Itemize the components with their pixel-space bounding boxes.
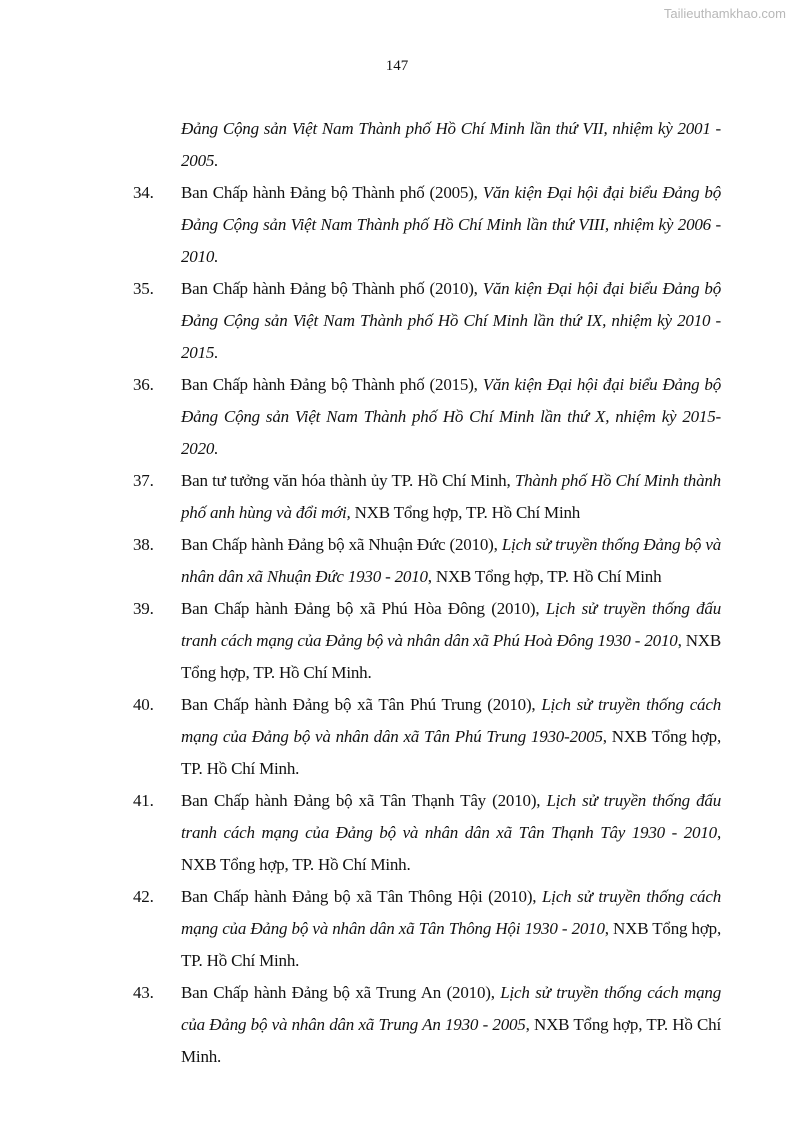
reference-number: 34. bbox=[133, 183, 154, 202]
reference-author: Ban Chấp hành Đảng bộ xã Tân Thạnh Tây (2010), bbox=[181, 791, 547, 810]
reference-number: 41. bbox=[133, 791, 154, 810]
reference-author: Ban Chấp hành Đảng bộ xã Nhuận Đức (2010), bbox=[181, 535, 502, 554]
reference-author: Ban Chấp hành Đảng bộ xã Tân Thông Hội (2010), bbox=[181, 887, 543, 906]
watermark-text: Tailieuthamkhao.com bbox=[663, 6, 786, 21]
reference-title: Lịch sử truyền thống Đảng bộ và nhân dân xã Nhuận Đức 1930 - 2010 bbox=[181, 535, 721, 586]
reference-text bbox=[181, 177, 721, 273]
reference-publisher: , NXB Tổng hợp, TP. Hồ Chí Minh. bbox=[181, 727, 721, 778]
reference-title: Đảng Cộng sản Việt Nam Thành phố Hồ Chí Minh lần thứ VII, nhiệm kỳ 2001 - 2005. bbox=[181, 119, 721, 170]
reference-item bbox=[0, 113, 794, 177]
reference-item bbox=[0, 369, 794, 465]
reference-author: Ban Chấp hành Đảng bộ Thành phố (2015), bbox=[181, 375, 483, 394]
reference-author: Ban Chấp hành Đảng bộ xã Tân Phú Trung (2010), bbox=[181, 695, 542, 714]
reference-item bbox=[0, 177, 794, 273]
reference-text bbox=[181, 273, 721, 369]
reference-text bbox=[181, 529, 721, 593]
reference-item bbox=[0, 785, 794, 881]
reference-author: Ban Chấp hành Đảng bộ Thành phố (2010), bbox=[181, 279, 483, 298]
reference-text bbox=[181, 113, 721, 177]
reference-text bbox=[181, 369, 721, 465]
reference-item bbox=[0, 529, 794, 593]
reference-number: 43. bbox=[133, 983, 154, 1002]
reference-title: Lịch sử truyền thống đấu tranh cách mạng của Đảng bộ và nhân dân xã Phú Hoà Đông 1930 - 2010 bbox=[181, 599, 722, 650]
reference-title: Văn kiện Đại hội đại biểu Đảng bộ Đảng Cộng sản Việt Nam Thành phố Hồ Chí Minh lần thứ X, nhiệm kỳ 2015- 2020. bbox=[181, 375, 721, 458]
reference-item bbox=[0, 273, 794, 369]
reference-text bbox=[181, 465, 721, 529]
reference-item bbox=[0, 593, 794, 689]
reference-number: 37. bbox=[133, 471, 154, 490]
reference-publisher: , NXB Tổng hợp, TP. Hồ Chí Minh. bbox=[181, 631, 721, 682]
reference-title: Lịch sử truyền thống cách mạng của Đảng bộ và nhân dân xã Tân Thông Hội 1930 - 2010 bbox=[181, 887, 721, 938]
reference-title: Lịch sử truyền thống cách mạng của Đảng bộ và nhân dân xã Tân Phú Trung 1930-2005 bbox=[181, 695, 722, 746]
reference-number: 42. bbox=[133, 887, 154, 906]
reference-list bbox=[0, 113, 794, 1073]
reference-item bbox=[0, 881, 794, 977]
reference-text bbox=[181, 881, 721, 977]
page-number: 147 bbox=[385, 58, 409, 74]
reference-publisher: , NXB Tổng hợp, TP. Hồ Chí Minh. bbox=[181, 1015, 721, 1066]
reference-number: 40. bbox=[133, 695, 154, 714]
reference-text bbox=[181, 785, 721, 881]
reference-publisher: NXB Tổng hợp, TP. Hồ Chí Minh bbox=[350, 503, 581, 522]
reference-title: Lịch sử truyền thống đấu tranh cách mạng của Đảng bộ và nhân dân xã Tân Thạnh Tây 1930 - 2010 bbox=[181, 791, 721, 842]
reference-author: Ban Chấp hành Đảng bộ Thành phố (2005), bbox=[181, 183, 483, 202]
reference-text bbox=[181, 977, 721, 1073]
reference-publisher: , NXB Tổng hợp, TP. Hồ Chí Minh. bbox=[181, 919, 721, 970]
reference-number: 36. bbox=[133, 375, 154, 394]
reference-publisher: , NXB Tổng hợp, TP. Hồ Chí Minh bbox=[427, 567, 662, 586]
reference-title: Thành phố Hồ Chí Minh thành phố anh hùng và đổi mới, bbox=[181, 471, 721, 522]
reference-item bbox=[0, 689, 794, 785]
reference-author: Ban Chấp hành Đảng bộ xã Phú Hòa Đông (2010), bbox=[181, 599, 546, 618]
reference-number: 38. bbox=[133, 535, 154, 554]
reference-publisher: , NXB Tổng hợp, TP. Hồ Chí Minh. bbox=[181, 823, 721, 874]
reference-item bbox=[0, 465, 794, 529]
reference-number: 39. bbox=[133, 599, 154, 618]
reference-author: Ban Chấp hành Đảng bộ xã Trung An (2010), bbox=[181, 983, 501, 1002]
reference-title: Văn kiện Đại hội đại biểu Đảng bộ Đảng Cộng sản Việt Nam Thành phố Hồ Chí Minh lần thứ IX, nhiệm kỳ 2010 - 2015. bbox=[181, 279, 721, 362]
reference-title: Văn kiện Đại hội đại biểu Đảng bộ Đảng Cộng sản Việt Nam Thành phố Hồ Chí Minh lần thứ VIII, nhiệm kỳ 2006 - 2010. bbox=[181, 183, 721, 266]
reference-text bbox=[181, 689, 721, 785]
reference-number: 35. bbox=[133, 279, 154, 298]
reference-item bbox=[0, 977, 794, 1073]
reference-author: Ban tư tưởng văn hóa thành ủy TP. Hồ Chí Minh, bbox=[181, 471, 515, 490]
reference-text bbox=[181, 593, 721, 689]
reference-title: Lịch sử truyền thống cách mạng của Đảng bộ và nhân dân xã Trung An 1930 - 2005 bbox=[181, 983, 721, 1034]
